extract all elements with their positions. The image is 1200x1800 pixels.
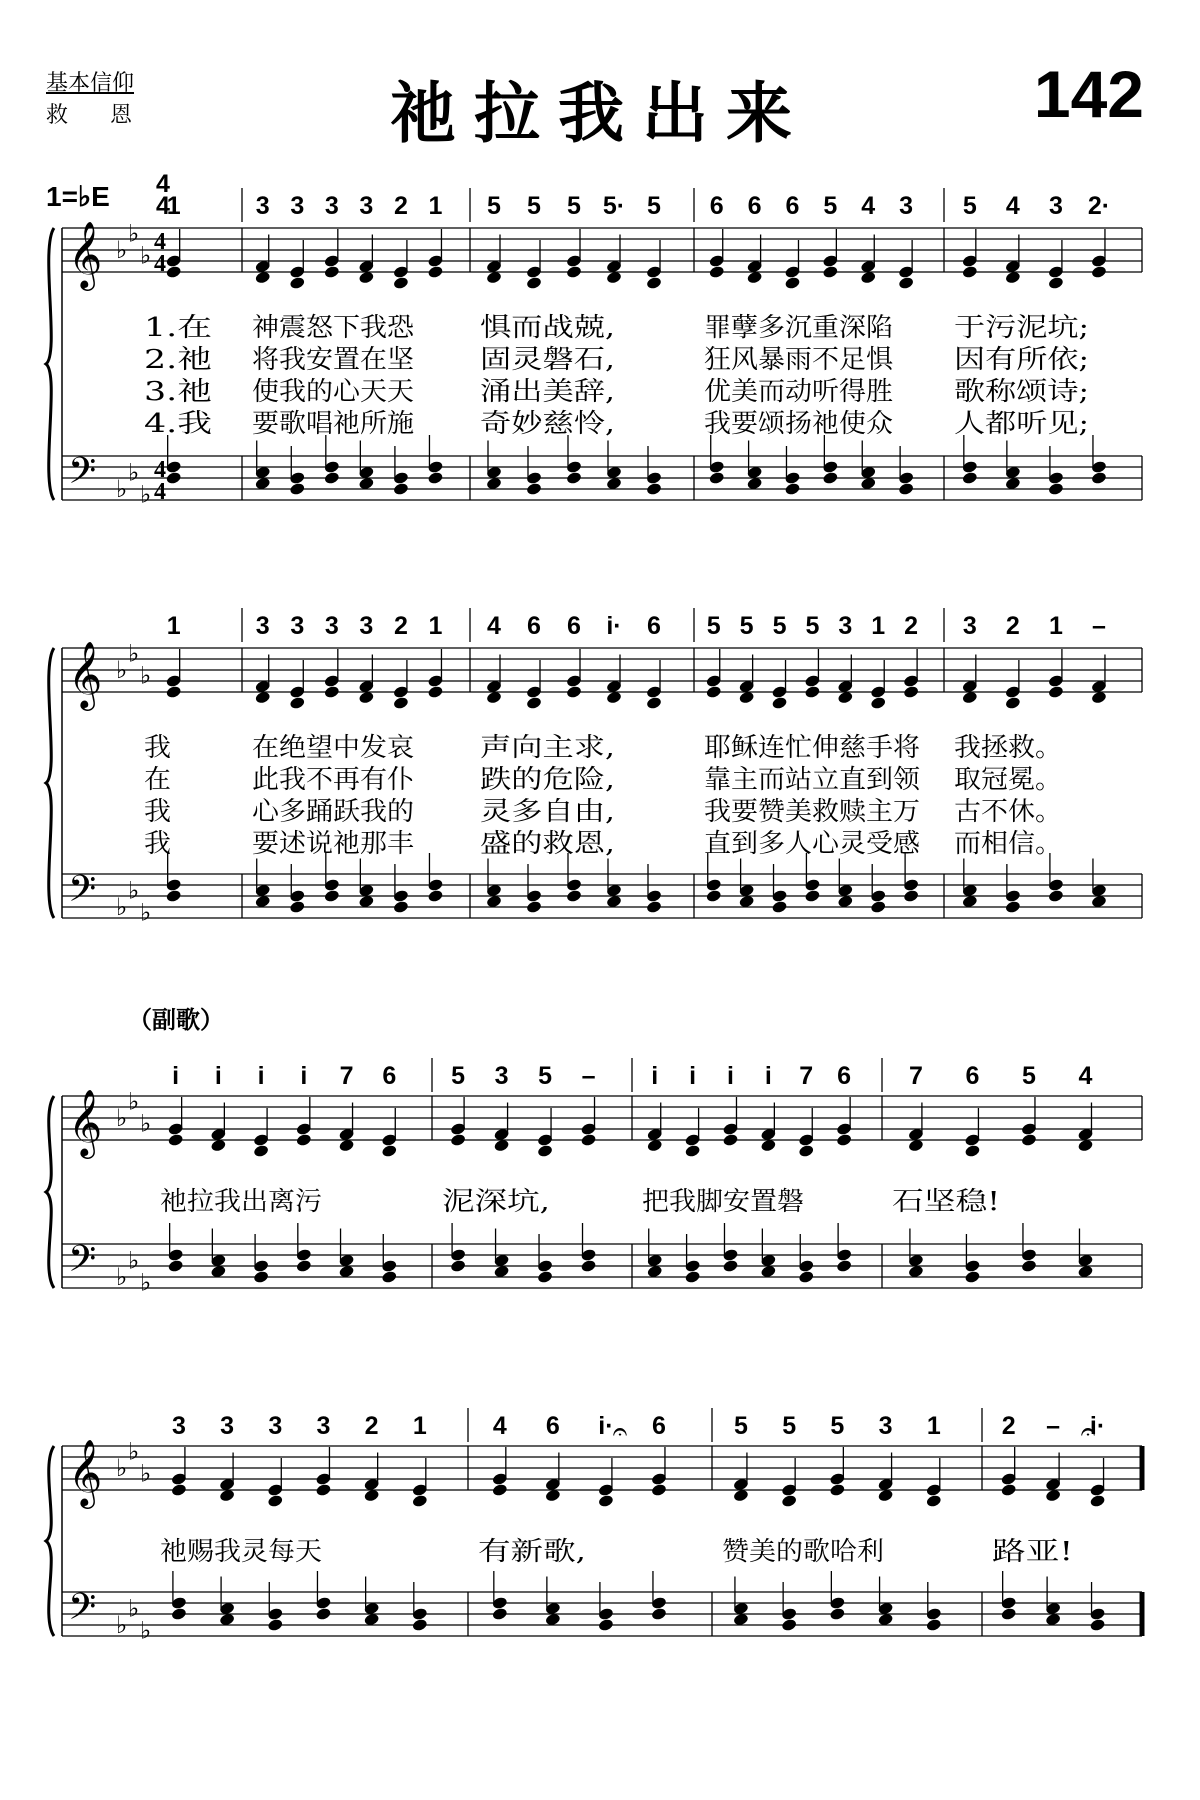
lyric-text: 心多踊跃我的 [252, 797, 414, 827]
jianpu-note: – [581, 1062, 596, 1090]
jianpu-note: 6 [652, 1412, 666, 1440]
note-head [253, 1144, 270, 1158]
jianpu-note: 6 [567, 612, 581, 640]
flat-sign-icon: ♭ [128, 1246, 140, 1275]
note-head [898, 482, 915, 496]
lyric-text: 石坚稳! [892, 1187, 1000, 1217]
jianpu-note: 3 [962, 612, 977, 640]
note-head [393, 482, 410, 496]
treble-clef-icon: 𝄞 [68, 220, 103, 288]
note-head [870, 900, 887, 914]
lyric-text: 泥深坑, [442, 1187, 550, 1217]
lyric-text: 1.在 [144, 313, 212, 343]
note-head [165, 685, 182, 699]
lyric-text: 于污泥坑; [954, 313, 1089, 343]
note-head [798, 1270, 815, 1284]
flat-sign-icon: ♭ [116, 656, 128, 684]
jianpu-note: 3 [838, 612, 853, 640]
note-head [1021, 1133, 1038, 1147]
jianpu-note: 3 [359, 612, 374, 640]
jianpu-note: i [257, 1062, 265, 1090]
jianpu-note: 2 [393, 192, 408, 220]
jianpu-note: 5 [962, 192, 977, 220]
jianpu-note: 6 [382, 1062, 397, 1090]
jianpu-note: 6 [545, 1412, 560, 1440]
flat-sign-icon: ♭ [128, 219, 140, 248]
note-head [771, 696, 788, 710]
lyric-text: 罪孽多沉重深陷 [704, 313, 893, 343]
note-head [289, 276, 306, 290]
note-head [537, 1144, 554, 1158]
note-head [722, 1133, 739, 1147]
note-head [1048, 482, 1065, 496]
note-head [412, 1618, 429, 1632]
jianpu-note: 3 [268, 1412, 283, 1440]
lyric-text: 我拯救。 [954, 733, 1062, 763]
jianpu-note: 1 [1048, 612, 1063, 640]
lyric-text: 奇妙慈怜, [480, 409, 615, 439]
note-head [289, 696, 306, 710]
note-head [289, 900, 306, 914]
note-head [450, 1259, 467, 1273]
lyric-text: 要述说祂那丰 [252, 829, 414, 859]
chorus-label: （副歌） [128, 1006, 224, 1034]
jianpu-note: 3 [220, 1412, 235, 1440]
lyric-text: 3.祂 [144, 377, 212, 407]
note-head [829, 1483, 846, 1497]
lyric-text: 要歌唱祂所施 [252, 409, 414, 439]
flat-sign-icon: ♭ [140, 1459, 152, 1488]
note-head [651, 1607, 668, 1621]
note-head [381, 1144, 398, 1158]
staff-time-top: 4 [154, 457, 166, 483]
lyric-text: 赞美的歌哈利 [722, 1537, 884, 1567]
note-head [836, 1133, 853, 1147]
flat-sign-icon: ♭ [128, 1437, 140, 1466]
lyric-text: 靠主而站立直到领 [704, 765, 922, 795]
jianpu-note: 3 [171, 1412, 186, 1440]
jianpu-note: 3 [290, 192, 305, 220]
staff-time-top: 4 [154, 229, 166, 255]
staff-time-bottom: 4 [154, 479, 166, 505]
jianpu-note: 2· [1087, 192, 1111, 220]
jianpu-note: 2 [1005, 612, 1020, 640]
note-head [964, 1270, 981, 1284]
lyric-text: 在 [144, 765, 171, 795]
note-head [925, 1618, 942, 1632]
system-brace [46, 1096, 54, 1288]
flat-sign-icon: ♭ [140, 1109, 152, 1138]
note-head [722, 1259, 739, 1273]
jianpu-note: 7 [908, 1062, 923, 1090]
note-head [1091, 265, 1108, 279]
fermata-icon: 𝄐 [612, 1417, 628, 1447]
note-head [289, 482, 306, 496]
flat-sign-icon: ♭ [128, 1594, 140, 1623]
note-head [526, 696, 543, 710]
jianpu-note: 3 [324, 192, 339, 220]
note-head [324, 471, 341, 485]
note-head [1048, 685, 1065, 699]
jianpu-note: 7 [799, 1062, 814, 1090]
lyric-text: 我 [144, 797, 171, 827]
note-head [580, 1133, 597, 1147]
time-signature-top: 4 [156, 170, 170, 198]
note-head [566, 265, 583, 279]
flat-sign-icon: ♭ [140, 898, 152, 927]
note-head [171, 1607, 188, 1621]
note-head [267, 1618, 284, 1632]
jianpu-note: 5 [830, 1412, 845, 1440]
jianpu-note: i [764, 1062, 772, 1090]
lyric-text: 路亚! [992, 1537, 1073, 1567]
flat-sign-icon: ♭ [116, 893, 128, 921]
jianpu-note: 5 [823, 192, 838, 220]
treble-clef-icon: 𝄞 [68, 1088, 103, 1156]
jianpu-note: 5 [1022, 1062, 1036, 1090]
lyric-text: 祂拉我出离污 [160, 1187, 322, 1217]
note-head [651, 1483, 668, 1497]
jianpu-note: 3 [316, 1412, 331, 1440]
note-head [267, 1494, 284, 1508]
jianpu-note: 4 [1005, 192, 1020, 220]
note-head [684, 1144, 701, 1158]
jianpu-note: 5 [538, 1062, 552, 1090]
jianpu-note: 3 [494, 1062, 509, 1090]
lyric-text: 灵多自由, [480, 797, 615, 827]
note-head [964, 1144, 981, 1158]
jianpu-note: 6 [709, 192, 724, 220]
jianpu-note: i [689, 1062, 697, 1090]
note-head [598, 1618, 615, 1632]
note-head [784, 276, 801, 290]
jianpu-note: 4 [492, 1412, 507, 1440]
flat-sign-icon: ♭ [128, 639, 140, 668]
note-head [526, 276, 543, 290]
jianpu-note: i [727, 1062, 734, 1090]
lyric-text: 声向主求, [480, 733, 615, 763]
system-brace [46, 1446, 54, 1636]
note-head [167, 1259, 184, 1273]
note-head [412, 1494, 429, 1508]
lyric-text: 优美而动听得胜 [704, 377, 893, 407]
jianpu-note: 5 [706, 612, 721, 640]
key-label: 1=♭E [46, 181, 110, 212]
note-head [903, 889, 920, 903]
lyric-text: 涌出美辞, [480, 377, 615, 407]
jianpu-note: 2 [364, 1412, 379, 1440]
note-head [870, 696, 887, 710]
flat-sign-icon: ♭ [116, 1104, 128, 1132]
jianpu-note: 3 [1048, 192, 1063, 220]
jianpu-note: 2 [1001, 1412, 1016, 1440]
note-head [296, 1259, 313, 1273]
note-head [1000, 1483, 1017, 1497]
jianpu-note: i [300, 1062, 308, 1090]
lyric-text: 使我的心天天 [252, 377, 414, 407]
jianpu-note: 5 [567, 192, 581, 220]
lyric-text: 跌的危险, [480, 765, 615, 795]
note-head [962, 471, 979, 485]
note-head [393, 276, 410, 290]
lyric-text: 我要颂扬祂使众 [704, 409, 893, 439]
lyric-text: 4.我 [144, 409, 212, 439]
note-head [167, 1133, 184, 1147]
jianpu-note: 3 [359, 192, 374, 220]
lyric-text: 我要赞美救赎主万 [704, 797, 920, 827]
flat-sign-icon: ♭ [128, 1087, 140, 1116]
note-head [898, 276, 915, 290]
jianpu-note: 1 [428, 612, 443, 640]
lyric-text: 固灵磐石, [480, 345, 615, 375]
staff-time-bottom: 4 [154, 251, 166, 277]
system-brace [46, 228, 54, 500]
note-head [1005, 696, 1022, 710]
lyric-text: 取冠冕。 [954, 765, 1062, 795]
flat-sign-icon: ♭ [116, 1263, 128, 1291]
jianpu-note: 4 [487, 612, 501, 640]
jianpu-note: 6 [965, 1062, 980, 1090]
jianpu-note: 5 [647, 192, 661, 220]
note-head [253, 1270, 270, 1284]
treble-clef-icon: 𝄞 [68, 1438, 103, 1506]
note-head [566, 889, 583, 903]
flat-sign-icon: ♭ [116, 1611, 128, 1639]
note-head [324, 265, 341, 279]
note-head [393, 696, 410, 710]
note-head [781, 1494, 798, 1508]
lyric-text: 人都听见; [954, 409, 1089, 439]
note-head [925, 1494, 942, 1508]
note-head [526, 482, 543, 496]
jianpu-note: 3 [255, 192, 270, 220]
note-head [315, 1483, 332, 1497]
note-head [798, 1144, 815, 1158]
note-head [646, 482, 663, 496]
note-head [427, 889, 444, 903]
lyric-text: 而相信。 [954, 829, 1062, 859]
lyric-text: 神震怒下我恐 [252, 313, 416, 343]
note-head [324, 685, 341, 699]
jianpu-note: 7 [339, 1062, 354, 1090]
note-head [804, 685, 821, 699]
note-head [566, 685, 583, 699]
jianpu-note: 6 [647, 612, 661, 640]
note-head [705, 685, 722, 699]
note-head [427, 265, 444, 279]
note-head [492, 1607, 509, 1621]
note-head [324, 889, 341, 903]
note-head [566, 471, 583, 485]
jianpu-note: 5 [782, 1412, 797, 1440]
note-head [1089, 1618, 1106, 1632]
lyric-text: 歌称颂诗; [954, 377, 1089, 407]
jianpu-note: i [651, 1062, 659, 1090]
jianpu-note: 1 [428, 192, 443, 220]
note-head [165, 889, 182, 903]
jianpu-note: 6 [785, 192, 800, 220]
note-head [784, 482, 801, 496]
system-brace [46, 648, 54, 918]
note-head [1000, 1607, 1017, 1621]
flat-sign-icon: ♭ [140, 1268, 152, 1297]
lyric-text: 有新歌, [478, 1537, 586, 1567]
bass-clef-icon: 𝄢 [68, 868, 97, 919]
lyric-text: 惧而战兢, [480, 313, 615, 343]
jianpu-note: 5 [527, 192, 541, 220]
bass-clef-icon: 𝄢 [68, 1586, 97, 1637]
note-head [646, 696, 663, 710]
note-head [315, 1607, 332, 1621]
lyric-text: 直到多人心灵受感 [704, 829, 920, 859]
subcategory-label: 救恩 [46, 103, 175, 128]
lyric-text: 2.祂 [144, 345, 212, 375]
bass-clef-icon: 𝄢 [68, 450, 97, 501]
note-head [165, 265, 182, 279]
flat-sign-icon: ♭ [116, 475, 128, 503]
jianpu-note: i· [1089, 1412, 1106, 1440]
flat-sign-icon: ♭ [140, 480, 152, 509]
jianpu-note: 5 [487, 192, 501, 220]
jianpu-note: 6 [747, 192, 762, 220]
jianpu-note: 3 [899, 192, 914, 220]
jianpu-note: 5 [739, 612, 754, 640]
time-signature-bottom: 4 [156, 192, 170, 220]
note-head [1021, 1259, 1038, 1273]
note-head [492, 1483, 509, 1497]
note-head [381, 1270, 398, 1284]
jianpu-note: 2 [393, 612, 408, 640]
note-head [1089, 1494, 1106, 1508]
note-head [646, 276, 663, 290]
note-head [171, 1483, 188, 1497]
jianpu-note: 1 [166, 192, 181, 220]
jianpu-note: 6 [837, 1062, 852, 1090]
treble-clef-icon: 𝄞 [68, 640, 103, 708]
note-head [781, 1618, 798, 1632]
lyric-text: 此我不再有仆 [252, 765, 414, 795]
fermata-icon: 𝄐 [1080, 1417, 1096, 1447]
flat-sign-icon: ♭ [140, 661, 152, 690]
note-head [598, 1494, 615, 1508]
note-head [537, 1270, 554, 1284]
note-head [580, 1259, 597, 1273]
flat-sign-icon: ♭ [140, 1616, 152, 1645]
jianpu-note: 1 [871, 612, 886, 640]
hymn-title: 祂拉我出来 [390, 74, 810, 152]
note-head [1005, 900, 1022, 914]
note-head [836, 1259, 853, 1273]
note-head [1048, 276, 1065, 290]
note-head [708, 471, 725, 485]
note-head [165, 471, 182, 485]
flat-sign-icon: ♭ [128, 458, 140, 487]
jianpu-note: 5 [733, 1412, 748, 1440]
flat-sign-icon: ♭ [116, 1454, 128, 1482]
note-head [684, 1270, 701, 1284]
jianpu-note: i· [606, 612, 622, 640]
hymn-number: 142 [1033, 57, 1144, 131]
note-head [393, 900, 410, 914]
note-head [822, 265, 839, 279]
jianpu-note: 5 [772, 612, 787, 640]
flat-sign-icon: ♭ [128, 876, 140, 905]
jianpu-note: 2 [904, 612, 919, 640]
flat-sign-icon: ♭ [116, 236, 128, 264]
note-head [962, 265, 979, 279]
jianpu-note: 1 [412, 1412, 427, 1440]
note-head [1048, 889, 1065, 903]
lyric-text: 古不休。 [954, 797, 1062, 827]
lyric-text: 在绝望中发哀 [252, 733, 414, 763]
jianpu-note: 3 [324, 612, 339, 640]
note-head [646, 900, 663, 914]
lyric-text: 因有所依; [954, 345, 1089, 375]
note-head [427, 471, 444, 485]
lyric-text: 狂风暴雨不足惧 [704, 345, 893, 375]
note-head [450, 1133, 467, 1147]
jianpu-note: 5 [805, 612, 820, 640]
bass-clef-icon: 𝄢 [68, 1238, 97, 1289]
flat-sign-icon: ♭ [140, 241, 152, 270]
jianpu-note: 6 [527, 612, 541, 640]
note-head [526, 900, 543, 914]
category-label: 基本信仰 [46, 71, 135, 96]
jianpu-note: i· [598, 1412, 614, 1440]
note-head [903, 685, 920, 699]
jianpu-note: 1 [926, 1412, 941, 1440]
lyric-text: 我 [144, 733, 171, 763]
lyric-text: 把我脚安置磐 [642, 1187, 804, 1217]
note-head [708, 265, 725, 279]
lyric-text: 我 [144, 829, 171, 859]
jianpu-note: 4 [861, 192, 876, 220]
note-head [804, 889, 821, 903]
note-head [1091, 471, 1108, 485]
note-head [822, 471, 839, 485]
lyric-text: 盛的救恩, [480, 829, 615, 859]
lyric-text: 耶稣连忙伸慈手将 [704, 733, 920, 763]
jianpu-note: – [1046, 1412, 1061, 1440]
note-head [829, 1607, 846, 1621]
lyric-text: 将我安置在坚 [252, 345, 414, 375]
jianpu-note: 1 [166, 612, 181, 640]
lyric-text: 祂赐我灵每天 [160, 1537, 322, 1567]
jianpu-note: 5 [451, 1062, 466, 1090]
jianpu-note: 4 [1078, 1062, 1093, 1090]
jianpu-note: i [172, 1062, 180, 1090]
note-head [705, 889, 722, 903]
jianpu-note: 3 [878, 1412, 893, 1440]
jianpu-note: 3 [255, 612, 270, 640]
note-head [427, 685, 444, 699]
jianpu-note: 5· [602, 192, 626, 220]
jianpu-note: i [214, 1062, 222, 1090]
note-head [296, 1133, 313, 1147]
note-head [771, 900, 788, 914]
jianpu-note: – [1092, 612, 1106, 640]
jianpu-note: 3 [290, 612, 305, 640]
